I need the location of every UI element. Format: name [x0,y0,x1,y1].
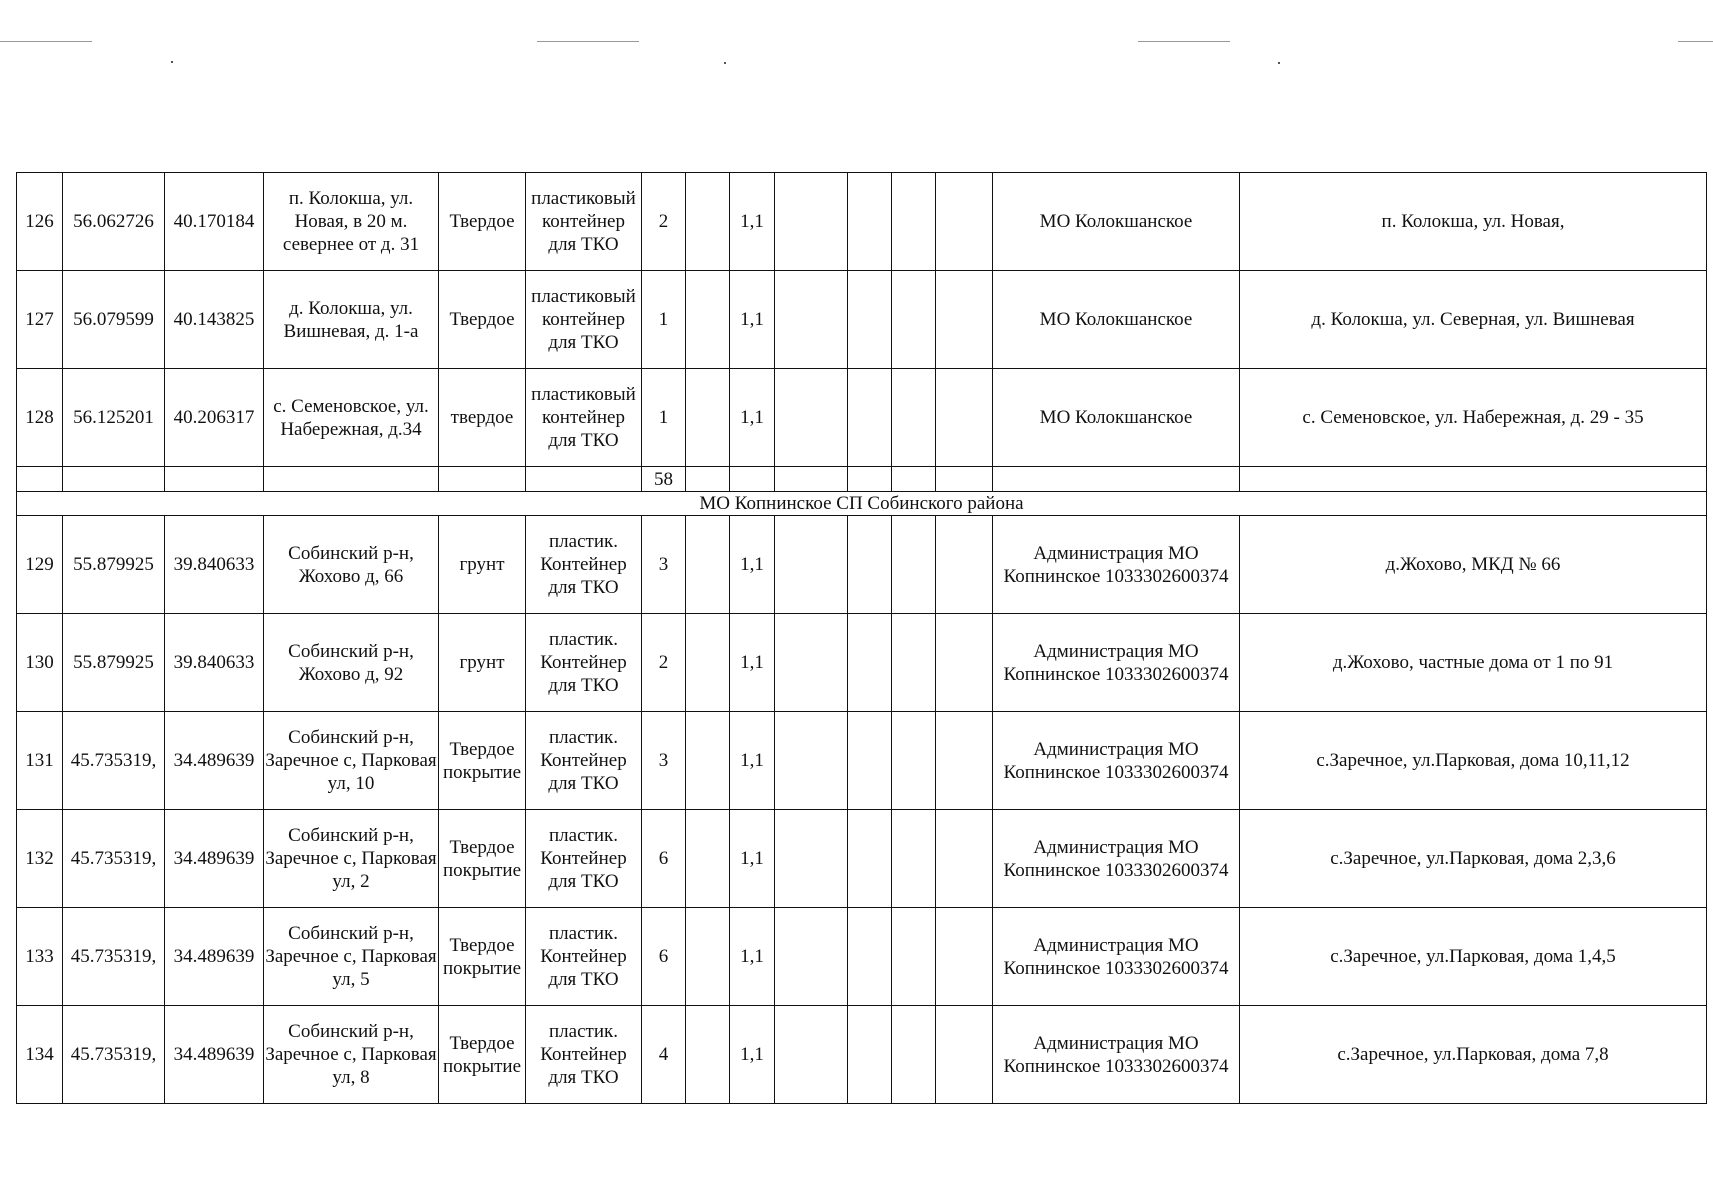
latitude-cell: 56.125201 [63,369,165,467]
container-volume-cell: 1,1 [730,810,775,908]
empty-cell [775,908,848,1006]
location-cell: Собинский р-н, Заречное с, Парковая ул, 8 [264,1006,439,1104]
container-count-cell: 4 [642,1006,686,1104]
container-count-cell: 6 [642,810,686,908]
empty-cell [936,908,993,1006]
empty-cell [892,1006,936,1104]
empty-cell [686,516,730,614]
surface-type-cell: Твердое [439,271,526,369]
second-block [17,516,1707,1104]
row-number-cell: 130 [17,614,63,712]
table-row [17,271,1707,369]
empty-cell [892,173,936,271]
empty-cell [848,173,892,271]
container-volume-cell: 1,1 [730,516,775,614]
location-cell: п. Колокша, ул. Новая, в 20 м. севернее от д. 31 [264,173,439,271]
empty-cell [17,467,63,492]
scan-edge-line-right [1138,41,1230,42]
latitude-cell: 55.879925 [63,516,165,614]
owner-cell: Администрация МО Копнинское 1033302600374 [993,908,1240,1006]
surface-type-cell: грунт [439,614,526,712]
empty-cell [848,614,892,712]
owner-cell: Администрация МО Копнинское 1033302600374 [993,516,1240,614]
empty-cell [848,1006,892,1104]
empty-cell [892,271,936,369]
container-count-cell: 1 [642,369,686,467]
empty-cell [775,712,848,810]
section-header-row [17,492,1707,516]
empty-cell [848,271,892,369]
empty-cell [686,614,730,712]
scan-dot [1278,62,1280,64]
container-volume-cell: 1,1 [730,908,775,1006]
surface-type-cell: Твердое покрытие [439,1006,526,1104]
scan-dot [171,61,173,63]
table-row [17,173,1707,271]
empty-cell [439,467,526,492]
scan-dot [724,62,726,64]
longitude-cell: 40.206317 [165,369,264,467]
container-count-cell: 2 [642,173,686,271]
served-objects-cell: с.Заречное, ул.Парковая, дома 10,11,12 [1240,712,1707,810]
location-cell: Собинский р-н, Жохово д, 66 [264,516,439,614]
latitude-cell: 56.079599 [63,271,165,369]
table-row [17,1006,1707,1104]
owner-cell: Администрация МО Копнинское 1033302600374 [993,712,1240,810]
served-objects-cell: д.Жохово, МКД № 66 [1240,516,1707,614]
table-row [17,712,1707,810]
empty-cell [848,908,892,1006]
empty-cell [892,467,936,492]
longitude-cell: 39.840633 [165,614,264,712]
served-objects-cell: с.Заречное, ул.Парковая, дома 7,8 [1240,1006,1707,1104]
longitude-cell: 40.170184 [165,173,264,271]
empty-cell [775,467,848,492]
served-objects-cell: п. Колокша, ул. Новая, [1240,173,1707,271]
container-type-cell: пластиковый контейнер для ТКО [526,173,642,271]
empty-cell [936,271,993,369]
empty-cell [686,467,730,492]
served-objects-cell: с.Заречное, ул.Парковая, дома 2,3,6 [1240,810,1707,908]
empty-cell [264,467,439,492]
empty-cell [775,516,848,614]
section-title: МО Копнинское СП Собинского района [17,492,1707,516]
container-volume-cell: 1,1 [730,712,775,810]
empty-cell [775,369,848,467]
empty-cell [686,369,730,467]
table-row [17,614,1707,712]
served-objects-cell: д.Жохово, частные дома от 1 по 91 [1240,614,1707,712]
empty-cell [686,908,730,1006]
empty-cell [848,467,892,492]
container-count-cell: 6 [642,908,686,1006]
latitude-cell: 45.735319, [63,810,165,908]
row-number-cell: 128 [17,369,63,467]
empty-cell [892,712,936,810]
empty-cell [848,810,892,908]
empty-cell [686,1006,730,1104]
empty-cell [730,467,775,492]
longitude-cell: 34.489639 [165,1006,264,1104]
scan-edge-line-left [0,41,92,42]
container-volume-cell: 1,1 [730,173,775,271]
latitude-cell: 56.062726 [63,173,165,271]
scan-edge-line-far-right [1678,41,1713,42]
container-volume-cell: 1,1 [730,614,775,712]
table-row [17,908,1707,1006]
served-objects-cell: д. Колокша, ул. Северная, ул. Вишневая [1240,271,1707,369]
surface-type-cell: грунт [439,516,526,614]
surface-type-cell: Твердое покрытие [439,908,526,1006]
row-number-cell: 129 [17,516,63,614]
container-type-cell: пластиковый контейнер для ТКО [526,369,642,467]
empty-cell [848,712,892,810]
empty-cell [526,467,642,492]
table-row [17,516,1707,614]
container-type-cell: пластик. Контейнер для ТКО [526,614,642,712]
row-number-cell: 132 [17,810,63,908]
location-cell: Собинский р-н, Заречное с, Парковая ул, 2 [264,810,439,908]
container-count-cell: 2 [642,614,686,712]
empty-cell [686,712,730,810]
owner-cell: МО Колокшанское [993,271,1240,369]
surface-type-cell: твердое [439,369,526,467]
longitude-cell: 34.489639 [165,810,264,908]
container-count-cell: 3 [642,712,686,810]
row-number-cell: 127 [17,271,63,369]
container-count-cell: 3 [642,516,686,614]
surface-type-cell: Твердое покрытие [439,712,526,810]
longitude-cell: 40.143825 [165,271,264,369]
location-cell: с. Семеновское, ул. Набережная, д.34 [264,369,439,467]
owner-cell: Администрация МО Копнинское 1033302600374 [993,614,1240,712]
served-objects-cell: с.Заречное, ул.Парковая, дома 1,4,5 [1240,908,1707,1006]
total-block [17,467,1707,516]
row-number-cell: 133 [17,908,63,1006]
longitude-cell: 34.489639 [165,908,264,1006]
row-number-cell: 126 [17,173,63,271]
empty-cell [63,467,165,492]
empty-cell [775,271,848,369]
empty-cell [936,1006,993,1104]
empty-cell [892,369,936,467]
latitude-cell: 45.735319, [63,1006,165,1104]
owner-cell: Администрация МО Копнинское 1033302600374 [993,1006,1240,1104]
empty-cell [1240,467,1707,492]
table-row [17,810,1707,908]
latitude-cell: 45.735319, [63,908,165,1006]
longitude-cell: 34.489639 [165,712,264,810]
container-volume-cell: 1,1 [730,369,775,467]
empty-cell [892,516,936,614]
location-cell: Собинский р-н, Заречное с, Парковая ул, 5 [264,908,439,1006]
owner-cell: Администрация МО Копнинское 1033302600374 [993,810,1240,908]
empty-cell [892,908,936,1006]
empty-cell [936,467,993,492]
empty-cell [775,614,848,712]
count-total-cell: 58 [642,467,686,492]
empty-cell [936,173,993,271]
empty-cell [686,173,730,271]
longitude-cell: 39.840633 [165,516,264,614]
empty-cell [165,467,264,492]
empty-cell [848,369,892,467]
empty-cell [775,173,848,271]
container-type-cell: пластик. Контейнер для ТКО [526,712,642,810]
container-type-cell: пластиковый контейнер для ТКО [526,271,642,369]
container-count-cell: 1 [642,271,686,369]
container-type-cell: пластик. Контейнер для ТКО [526,908,642,1006]
empty-cell [686,810,730,908]
container-type-cell: пластик. Контейнер для ТКО [526,516,642,614]
empty-cell [775,1006,848,1104]
surface-type-cell: Твердое покрытие [439,810,526,908]
container-volume-cell: 1,1 [730,1006,775,1104]
location-cell: Собинский р-н, Заречное с, Парковая ул, 10 [264,712,439,810]
empty-cell [936,516,993,614]
empty-cell [936,614,993,712]
container-type-cell: пластик. Контейнер для ТКО [526,810,642,908]
owner-cell: МО Колокшанское [993,173,1240,271]
empty-cell [936,810,993,908]
total-row [17,467,1707,492]
latitude-cell: 45.735319, [63,712,165,810]
empty-cell [936,712,993,810]
location-cell: Собинский р-н, Жохово д, 92 [264,614,439,712]
row-number-cell: 134 [17,1006,63,1104]
container-type-cell: пластик. Контейнер для ТКО [526,1006,642,1104]
first-block [17,173,1707,467]
empty-cell [686,271,730,369]
empty-cell [892,810,936,908]
empty-cell [993,467,1240,492]
owner-cell: МО Колокшанское [993,369,1240,467]
container-volume-cell: 1,1 [730,271,775,369]
served-objects-cell: с. Семеновское, ул. Набережная, д. 29 - 35 [1240,369,1707,467]
empty-cell [892,614,936,712]
scan-edge-line-center [537,41,639,42]
empty-cell [848,516,892,614]
latitude-cell: 55.879925 [63,614,165,712]
row-number-cell: 131 [17,712,63,810]
waste-sites-registry-table [16,172,1707,1104]
empty-cell [775,810,848,908]
location-cell: д. Колокша, ул. Вишневая, д. 1-а [264,271,439,369]
surface-type-cell: Твердое [439,173,526,271]
table-row [17,369,1707,467]
empty-cell [936,369,993,467]
